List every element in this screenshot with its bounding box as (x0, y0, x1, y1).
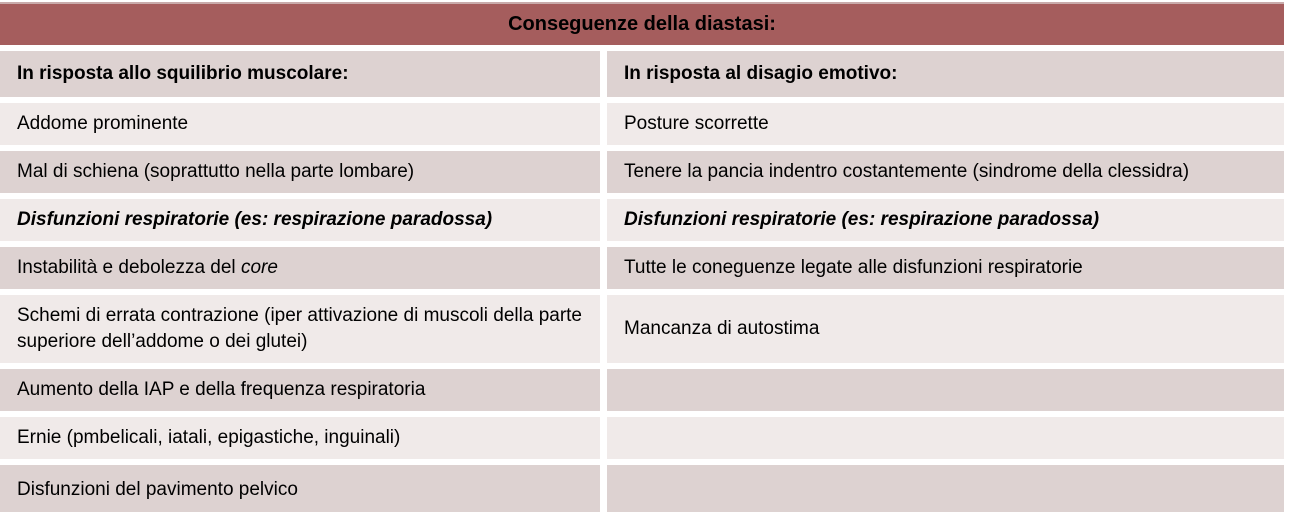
table-title (0, 2, 1284, 45)
table-cell-left: Addome prominente (0, 103, 600, 145)
table-row (0, 199, 1284, 241)
table-cell-left: Disfunzioni respiratorie (es: respirazione paradossa) (0, 199, 600, 241)
table-row (0, 465, 1284, 512)
table-cell-left: Mal di schiena (soprattutto nella parte lombare) (0, 151, 600, 193)
table-cell-right: Disfunzioni respiratorie (es: respirazione paradossa) (607, 199, 1284, 241)
table-title-text: Conseguenze della diastasi: (508, 13, 776, 35)
table-row (0, 103, 1284, 145)
table-row (0, 151, 1284, 193)
table-cell-right: Posture scorrette (607, 103, 1284, 145)
table-row (0, 369, 1284, 411)
table-cell-right (607, 369, 1284, 411)
table-row (0, 295, 1284, 363)
column-header-left: In risposta allo squilibrio muscolare: (0, 51, 600, 97)
table-cell-right: Tenere la pancia indentro costantemente (sindrome della clessidra) (607, 151, 1284, 193)
table-cell-left: Instabilità e debolezza del core (0, 247, 600, 289)
table-cell-left: Ernie (pmbelicali, iatali, epigastiche, inguinali) (0, 417, 600, 459)
table-cell-left: Disfunzioni del pavimento pelvico (0, 465, 600, 512)
table-row (0, 247, 1284, 289)
table-cell-right (607, 417, 1284, 459)
table-cell-left: Schemi di errata contrazione (iper attivazione di muscoli della parte superiore dell’addome o dei glutei) (0, 295, 600, 363)
table-cell-right (607, 465, 1284, 512)
table-row (0, 417, 1284, 459)
italic-term: core (240, 257, 278, 278)
column-header-row (0, 51, 1284, 97)
column-header-right: In risposta al disagio emotivo: (607, 51, 1284, 97)
table-cell-left: Aumento della IAP e della frequenza respiratoria (0, 369, 600, 411)
consequences-table (0, 2, 1284, 512)
table-cell-right: Tutte le coneguenze legate alle disfunzioni respiratorie (607, 247, 1284, 289)
table-cell-right: Mancanza di autostima (607, 295, 1284, 363)
